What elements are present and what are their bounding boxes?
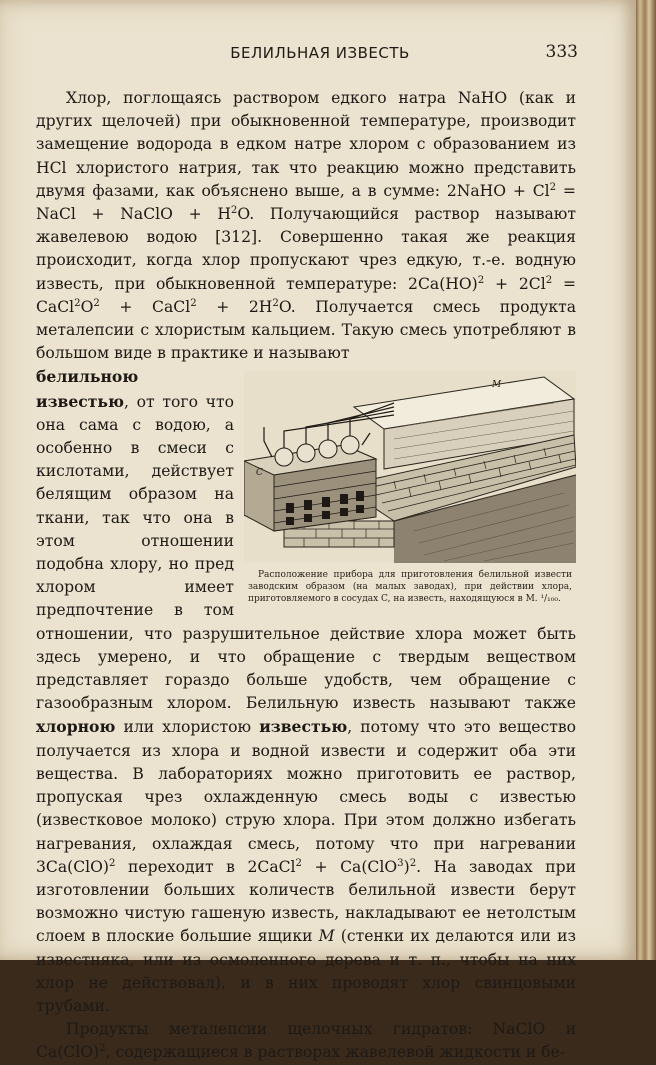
page-number: 333 [545,42,578,62]
paragraph-1: Хлор, поглощаясь раствором едкого натра NaHO (как и других щелочей) при обыкновенной температуре, производит замещение водорода в едком натре хлором с образованием из HCl хлористого натрия, так что реакцию можно представить двумя фазами, как объяснено выше, а в сумме: 2NaHO + $Cl^2$ = NaCl + NaClO + $H^2O$. Получающийся раствор называют жавелевою водою [312]. Совершенно такая же реакция происходит, когда хлор пропускают чрез едкую, т.-е. водную известь, при обыкновенной температуре: $2Ca(HO)^2 + 2Cl^2$ = $CaCl^2O^2$ + CaCl$^2$ + $2H^2O$. Получается смесь продукта металепсии с хлористым кальцием. Такую смесь употребляют в большом виде в практике и называют [36,89,577,363]
term-khlornaya: хлорною [36,717,116,737]
book-page-edge [636,0,656,960]
body-text: Хлор, поглощаясь раствором едкого натра NaHO (как и других щелочей) при обыкновенной температуре, производит замещение водорода в едком натре хлором с образованием из HCl хлористого натрия, так что реакцию можно представить двумя фазами, как объяснено выше, а в сумме: 2NaHO + $Cl^2$ = NaCl + NaClO + $H^2O$. Получающийся раствор называют жавелевою водою [312]. Совершенно такая же реакция происходит, когда хлор пропускают чрез едкую, т.-е. водную известь, при обыкновенной температуре: $2Ca(HO)^2 + 2Cl^2$ = $CaCl^2O^2$ + CaCl$^2$ + $2H^2O$. Получается смесь продукта металепсии с хлористым кальцием. Такую смесь употребляют в большом виде в практике и называют M C Расположение прибора для приготовления белильной извести заводским образом (на малых заводах), при действии хлора, приготовляемого в сосудах C, на известь, находящуюся в M. ¹/₁₀₀. белильною известью, от того что она сама с водою, а особенно в смеси с кислотами, действует белящим образом на ткани, так что она в этом отношении подобна хлору, но пред хлором имеет предпочтение в том отношении, что разрушительное действие хлора может быть здесь умерено, и что обращение с твердым веществом представляет гораздо больше удобств, чем обращение с газообразным хлором. Белильную известь называют также хлорною или хлористою известью, потому что это вещество получается из хлора и водной извести и содержит оба эти вещества. В лабораториях можно приготовить ее раствор, пропуская чрез охлажденную смесь воды с известью (известковое молоко) струю хлора. При этом должно избегать нагревания, охлаждая смесь, потому что при нагревании 3Ca(ClO)$^2$ переходит в 2CaCl$^2$ + $Ca(ClO^3)^2$. На заводах при изготовлении больших количеств белильной извести берут возможно чистую гашеную известь, накладывают ее нетолстым слоем в плоские большие ящики M (стенки их делаются или из известняка, или из осмоленного дерева и т. п., чтобы на них хлор не действовал), и в них проводят хлор свинцовыми трубами. Продукты металепсии щелочных гидратов: NaClO и Ca(ClO)$^2$, содержащиеся в растворах жавелевой жидкости и бе- [36,87,576,1065]
label-c: C [256,468,263,479]
paragraph-2: Продукты металепсии щелочных гидратов: NaClO и Ca(ClO)$^2$, содержащиеся в растворах жавелевой жидкости и бе- [36,1020,576,1062]
term-izvestyu: известью [259,717,348,737]
apparatus-illustration [244,371,576,563]
term-belilnaya-izvest: белильною известью [36,367,139,411]
page-header [30,44,610,70]
figure-caption: Расположение прибора для приготовления белильной извести заводским образом (на малых заводах), при действии хлора, приготовляемого в сосудах C, на известь, находящуюся в M. ¹/₁₀₀. [248,570,572,605]
label-m: M [492,380,502,391]
running-head: БЕЛИЛЬНАЯ ИЗВЕСТЬ [230,44,410,62]
figure-bleach-apparatus [244,371,576,605]
